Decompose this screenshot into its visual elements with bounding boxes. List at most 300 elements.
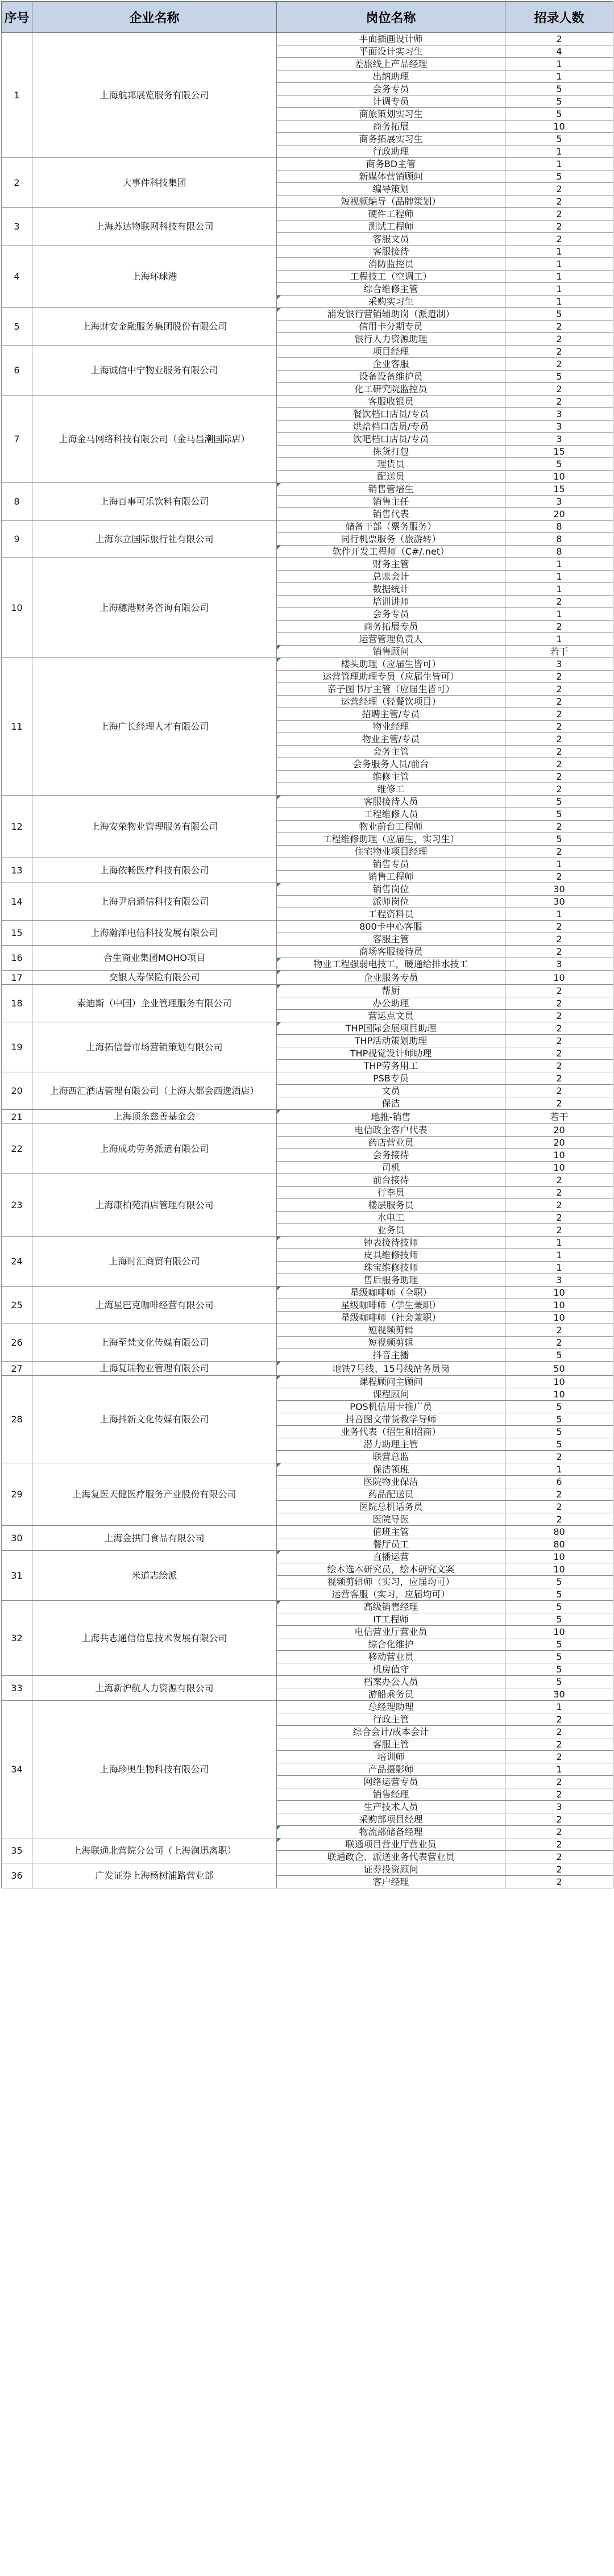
- position-count: 2: [505, 746, 613, 758]
- position-name: 商务BD主管: [277, 158, 505, 170]
- position-name: 前台接待: [277, 1174, 505, 1187]
- position-name: 企业客服: [277, 358, 505, 371]
- position-name: 项目经理: [277, 346, 505, 358]
- position-name: 综合会计/成本会计: [277, 1726, 505, 1738]
- company-name: 上海苏达物联网科技有限公司: [32, 208, 277, 245]
- position-count: 2: [505, 1224, 613, 1237]
- position-count: 若干: [505, 646, 613, 658]
- position-name: 行李员: [277, 1187, 505, 1199]
- position-name: 联通政企、派送业务代表营业员: [277, 1851, 505, 1863]
- position-count: 3: [505, 658, 613, 671]
- table-row: [2, 1022, 613, 1035]
- table-row: [2, 796, 613, 808]
- position-count: 1: [505, 908, 613, 921]
- position-name: 行政主管: [277, 1713, 505, 1726]
- header-no: 序号: [2, 2, 32, 33]
- position-name: 行政助理: [277, 145, 505, 158]
- row-number: 8: [2, 483, 32, 521]
- position-count: 5: [505, 1613, 613, 1626]
- position-count: 1: [505, 1763, 613, 1776]
- position-count: 10: [505, 1626, 613, 1638]
- row-number: 22: [2, 1124, 32, 1174]
- company-name: 米道志绘派: [32, 1551, 277, 1601]
- position-count: 5: [505, 1663, 613, 1676]
- position-name: 商务拓展实习生: [277, 133, 505, 145]
- position-count: 5: [505, 1588, 613, 1601]
- position-name: IT工程师: [277, 1613, 505, 1626]
- position-count: 5: [505, 95, 613, 108]
- company-name: 上海依畅医疗科技有限公司: [32, 858, 277, 883]
- position-name: THP视觉设计师助理: [277, 1047, 505, 1060]
- position-count: 5: [505, 308, 613, 321]
- position-count: 10: [505, 471, 613, 483]
- position-count: 2: [505, 233, 613, 245]
- position-name: 客服接待人员: [277, 796, 505, 808]
- position-name: 运营管理助理专员（应届生皆可）: [277, 671, 505, 683]
- position-name: 工程技工（空调工）: [277, 270, 505, 283]
- position-count: 1: [505, 858, 613, 871]
- position-name: POS机信用卡推广员: [277, 1401, 505, 1413]
- position-count: 2: [505, 1876, 613, 1888]
- company-name: 上海复瑞物业管理有限公司: [32, 1362, 277, 1376]
- position-count: 5: [505, 170, 613, 183]
- position-name: 物业前台工程师: [277, 821, 505, 833]
- position-count: 2: [505, 33, 613, 45]
- position-count: 2: [505, 671, 613, 683]
- position-count: 2: [505, 220, 613, 233]
- position-count: 2: [505, 1838, 613, 1851]
- row-number: 11: [2, 658, 32, 796]
- position-count: 5: [505, 1638, 613, 1651]
- position-count: 2: [505, 1788, 613, 1801]
- table-row: [2, 921, 613, 933]
- position-name: 联通项目营业厅营业员: [277, 1838, 505, 1851]
- position-count: 1: [505, 158, 613, 170]
- position-name: 游船乘务员: [277, 1688, 505, 1701]
- position-name: 业务代表（招生和招商）: [277, 1426, 505, 1438]
- row-number: 2: [2, 158, 32, 208]
- position-name: 客服接待: [277, 245, 505, 258]
- row-number: 19: [2, 1022, 32, 1072]
- position-count: 2: [505, 871, 613, 883]
- position-count: 6: [505, 1476, 613, 1488]
- company-name: 上海广长经理人才有限公司: [32, 658, 277, 796]
- position-name: 办公助理: [277, 997, 505, 1010]
- position-count: 5: [505, 1601, 613, 1613]
- position-count: 2: [505, 621, 613, 633]
- position-count: 1: [505, 558, 613, 571]
- position-count: 3: [505, 496, 613, 508]
- position-name: 商务拓展: [277, 120, 505, 133]
- position-name: 储备干部（票务服务）: [277, 521, 505, 533]
- position-name: 理货员: [277, 458, 505, 471]
- row-number: 21: [2, 1110, 32, 1124]
- position-count: 1: [505, 145, 613, 158]
- position-name: 电信营业厅营业员: [277, 1626, 505, 1638]
- position-name: 钟表接待技师: [277, 1237, 505, 1249]
- position-name: 视频剪辑师（实习，应届均可）: [277, 1576, 505, 1588]
- table-row: [2, 1838, 613, 1851]
- position-name: 星级咖啡师（社会兼职）: [277, 1312, 505, 1324]
- row-number: 28: [2, 1376, 32, 1463]
- table-row: [2, 1072, 613, 1085]
- table-row: [2, 483, 613, 496]
- position-count: 2: [505, 708, 613, 721]
- position-count: 2: [505, 1035, 613, 1047]
- position-count: 2: [505, 596, 613, 608]
- position-name: 销售专员: [277, 858, 505, 871]
- position-name: 会务服务人员/前台: [277, 758, 505, 771]
- position-count: 5: [505, 1349, 613, 1362]
- table-row: [2, 971, 613, 985]
- position-count: 8: [505, 521, 613, 533]
- position-name: 运营经理（轻餐饮项目）: [277, 696, 505, 708]
- position-name: 企业服务专员: [277, 971, 505, 985]
- position-name: 拣货打包: [277, 446, 505, 458]
- position-count: 10: [505, 1287, 613, 1299]
- row-number: 24: [2, 1237, 32, 1287]
- company-name: 上海抖新文化传媒有限公司: [32, 1376, 277, 1463]
- position-name: 短视频剪辑: [277, 1324, 505, 1337]
- position-name: 星级咖啡师（学生兼职）: [277, 1299, 505, 1312]
- row-number: 3: [2, 208, 32, 245]
- position-name: 饮吧档口店员/专员: [277, 433, 505, 446]
- position-name: 课程顾问: [277, 1388, 505, 1401]
- table-row: [2, 1124, 613, 1137]
- position-name: 抖音图文带货教学导师: [277, 1413, 505, 1426]
- header-position: 岗位名称: [277, 2, 505, 33]
- position-count: 5: [505, 1401, 613, 1413]
- position-name: 文员: [277, 1085, 505, 1097]
- position-name: 销售代表: [277, 508, 505, 521]
- position-name: 工程维修助理（应届生，实习生）: [277, 833, 505, 846]
- company-name: 上海顶条慈善基金会: [32, 1110, 277, 1124]
- position-count: 2: [505, 1776, 613, 1788]
- position-count: 2: [505, 383, 613, 396]
- row-number: 27: [2, 1362, 32, 1376]
- position-name: 消防监控员: [277, 258, 505, 270]
- position-name: 客服主管: [277, 1738, 505, 1751]
- position-count: 3: [505, 433, 613, 446]
- position-count: 8: [505, 533, 613, 546]
- position-name: 业务员: [277, 1224, 505, 1237]
- table-row: [2, 208, 613, 220]
- position-count: 80: [505, 1538, 613, 1551]
- table-row: [2, 346, 613, 358]
- table-row: [2, 33, 613, 45]
- row-number: 16: [2, 946, 32, 971]
- position-name: 派师岗位: [277, 896, 505, 908]
- company-name: 上海西汇酒店管理有限公司（上海大都会西逸酒店）: [32, 1072, 277, 1110]
- position-count: 1: [505, 70, 613, 83]
- position-name: 短视频编导（品牌策划）: [277, 195, 505, 208]
- position-count: 1: [505, 1237, 613, 1249]
- position-name: 销售经理: [277, 1788, 505, 1801]
- table-row: [2, 985, 613, 997]
- position-count: 2: [505, 683, 613, 696]
- position-name: 水电工: [277, 1212, 505, 1224]
- row-number: 12: [2, 796, 32, 858]
- position-name: 地铁7号线、15号线站务员岗: [277, 1362, 505, 1376]
- position-count: 2: [505, 396, 613, 408]
- position-count: 10: [505, 1563, 613, 1576]
- row-number: 26: [2, 1324, 32, 1362]
- position-name: 物流部储备经理: [277, 1826, 505, 1838]
- position-count: 2: [505, 321, 613, 333]
- position-count: 1: [505, 1701, 613, 1713]
- position-name: 客服收银员: [277, 396, 505, 408]
- position-name: 工程维修人员: [277, 808, 505, 821]
- position-count: 50: [505, 1362, 613, 1376]
- recruitment-table: [1, 1, 613, 1888]
- company-name: 上海成功劳务派遣有限公司: [32, 1124, 277, 1174]
- position-name: 培训讲师: [277, 596, 505, 608]
- position-count: 1: [505, 1262, 613, 1274]
- position-count: 1: [505, 608, 613, 621]
- table-row: [2, 1463, 613, 1476]
- position-count: 5: [505, 1426, 613, 1438]
- position-count: 1: [505, 633, 613, 646]
- row-number: 14: [2, 883, 32, 921]
- position-count: 5: [505, 1438, 613, 1451]
- position-name: 网络运营专员: [277, 1776, 505, 1788]
- position-name: 皮具维修技师: [277, 1249, 505, 1262]
- table-row: [2, 1601, 613, 1613]
- position-count: 2: [505, 921, 613, 933]
- position-count: 2: [505, 1010, 613, 1022]
- company-name: 上海星巴克咖啡经营有限公司: [32, 1287, 277, 1324]
- position-count: 20: [505, 1137, 613, 1149]
- row-number: 4: [2, 245, 32, 308]
- table-row: [2, 396, 613, 408]
- company-name: 上海康柏苑酒店管理有限公司: [32, 1174, 277, 1237]
- position-count: 2: [505, 346, 613, 358]
- position-name: 化工研究院监控员: [277, 383, 505, 396]
- position-name: 产品摄影师: [277, 1763, 505, 1776]
- position-count: 2: [505, 1212, 613, 1224]
- position-count: 2: [505, 1187, 613, 1199]
- position-name: 烘焙档口店员/专员: [277, 421, 505, 433]
- position-name: 软件开发工程师（C#/.net）: [277, 546, 505, 558]
- position-name: 客服主管: [277, 933, 505, 946]
- position-count: 10: [505, 971, 613, 985]
- table-row: [2, 245, 613, 258]
- position-name: 数据统计: [277, 583, 505, 596]
- position-name: 会务接待: [277, 1149, 505, 1162]
- position-count: 2: [505, 946, 613, 958]
- position-name: 编导策划: [277, 183, 505, 195]
- position-count: 2: [505, 208, 613, 220]
- company-name: 索迪斯（中国）企业管理服务有限公司: [32, 985, 277, 1022]
- company-name: 上海金拱门食品有限公司: [32, 1526, 277, 1551]
- position-count: 8: [505, 546, 613, 558]
- position-count: 5: [505, 796, 613, 808]
- position-count: 5: [505, 1576, 613, 1588]
- position-name: 差旅线上产品经理: [277, 58, 505, 70]
- position-count: 2: [505, 771, 613, 783]
- position-count: 2: [505, 997, 613, 1010]
- position-name: 珠宝维修技师: [277, 1262, 505, 1274]
- position-name: 平面设计实习生: [277, 45, 505, 58]
- position-name: 测试工程师: [277, 220, 505, 233]
- position-count: 10: [505, 1162, 613, 1174]
- position-name: 商务拓展专员: [277, 621, 505, 633]
- company-name: 上海金马网络科技有限公司（金马昌潮国际店）: [32, 396, 277, 483]
- position-count: 2: [505, 1501, 613, 1513]
- row-number: 25: [2, 1287, 32, 1324]
- position-name: 亲子图书厅主管（应届生皆可）: [277, 683, 505, 696]
- position-name: 抖音主播: [277, 1349, 505, 1362]
- company-name: 大事件科技集团: [32, 158, 277, 208]
- position-count: 2: [505, 1813, 613, 1826]
- position-count: 5: [505, 1676, 613, 1688]
- header-company: 企业名称: [32, 2, 277, 33]
- position-count: 80: [505, 1526, 613, 1538]
- position-count: 2: [505, 1324, 613, 1337]
- row-number: 9: [2, 521, 32, 558]
- position-count: 15: [505, 446, 613, 458]
- position-name: 生产技术人员: [277, 1801, 505, 1813]
- position-name: 医院导医: [277, 1513, 505, 1526]
- position-name: 综合化维护: [277, 1638, 505, 1651]
- position-name: 物业工程强弱电技工，暖通给排水技工: [277, 958, 505, 971]
- position-count: 30: [505, 896, 613, 908]
- row-number: 18: [2, 985, 32, 1022]
- position-count: 1: [505, 296, 613, 308]
- table-row: [2, 1863, 613, 1876]
- position-name: 800卡中心客服: [277, 921, 505, 933]
- company-name: 上海珍奥生物科技有限公司: [32, 1701, 277, 1838]
- row-number: 33: [2, 1676, 32, 1701]
- position-count: 3: [505, 958, 613, 971]
- table-row: [2, 1701, 613, 1713]
- row-number: 30: [2, 1526, 32, 1551]
- company-name: 交银人寿保险有限公司: [32, 971, 277, 985]
- table-row: [2, 1174, 613, 1187]
- row-number: 10: [2, 558, 32, 658]
- row-number: 7: [2, 396, 32, 483]
- position-count: 2: [505, 1513, 613, 1526]
- position-name: 客服文员: [277, 233, 505, 245]
- position-count: 2: [505, 1022, 613, 1035]
- position-name: 医院物业保洁: [277, 1476, 505, 1488]
- row-number: 35: [2, 1838, 32, 1863]
- position-name: 物业经理: [277, 721, 505, 733]
- table-row: [2, 1676, 613, 1688]
- position-name: 星级咖啡师（全职）: [277, 1287, 505, 1299]
- table-row: [2, 1237, 613, 1249]
- position-count: 1: [505, 583, 613, 596]
- position-name: 财务主管: [277, 558, 505, 571]
- position-name: 同行机票服务（旅游转）: [277, 533, 505, 546]
- position-name: 信用卡分期专员: [277, 321, 505, 333]
- position-name: 平面插画设计师: [277, 33, 505, 45]
- position-name: 短视频剪辑: [277, 1337, 505, 1349]
- position-name: 营运点文员: [277, 1010, 505, 1022]
- position-count: 2: [505, 358, 613, 371]
- table-row: [2, 1526, 613, 1538]
- table-row: [2, 1324, 613, 1337]
- position-name: 课程顾问主顾问: [277, 1376, 505, 1388]
- position-name: 会务主管: [277, 746, 505, 758]
- position-name: 采购实习生: [277, 296, 505, 308]
- position-count: 2: [505, 195, 613, 208]
- position-count: 若干: [505, 1110, 613, 1124]
- position-name: 销售管培生: [277, 483, 505, 496]
- position-count: 20: [505, 1124, 613, 1137]
- position-name: 楼头助理（应届生皆可）: [277, 658, 505, 671]
- position-name: 电信政企客户代表: [277, 1124, 505, 1137]
- row-number: 20: [2, 1072, 32, 1110]
- position-count: 3: [505, 421, 613, 433]
- position-name: 会务专员: [277, 83, 505, 95]
- position-count: 5: [505, 833, 613, 846]
- position-count: 10: [505, 1376, 613, 1388]
- position-count: 5: [505, 133, 613, 145]
- table-row: [2, 946, 613, 958]
- position-name: 浦发银行营销辅助岗（派遣制）: [277, 308, 505, 321]
- position-name: THP劳务用工: [277, 1060, 505, 1072]
- row-number: 32: [2, 1601, 32, 1676]
- position-count: 2: [505, 1097, 613, 1110]
- company-name: 上海环球港: [32, 245, 277, 308]
- position-count: 5: [505, 371, 613, 383]
- position-name: 采购部项目经理: [277, 1813, 505, 1826]
- table-row: [2, 883, 613, 896]
- company-name: 上海百事可乐饮料有限公司: [32, 483, 277, 521]
- position-name: 销售主任: [277, 496, 505, 508]
- position-name: 招聘主管/专员: [277, 708, 505, 721]
- position-count: 5: [505, 1413, 613, 1426]
- position-name: 移动营业员: [277, 1651, 505, 1663]
- position-count: 2: [505, 821, 613, 833]
- position-count: 10: [505, 1149, 613, 1162]
- position-name: 运营客服（实习，应届均可）: [277, 1588, 505, 1601]
- position-count: 2: [505, 1072, 613, 1085]
- table-body: [2, 33, 613, 1888]
- position-name: 商场客服接待员: [277, 946, 505, 958]
- position-count: 4: [505, 45, 613, 58]
- position-name: 客户经理: [277, 1876, 505, 1888]
- position-count: 20: [505, 508, 613, 521]
- position-count: 2: [505, 1174, 613, 1187]
- position-count: 15: [505, 483, 613, 496]
- company-name: 上海共志通信信息技术发展有限公司: [32, 1601, 277, 1676]
- position-name: 培训师: [277, 1751, 505, 1763]
- position-count: 2: [505, 985, 613, 997]
- position-count: 1: [505, 1463, 613, 1476]
- header-count: 招录人数: [505, 2, 613, 33]
- table-row: [2, 521, 613, 533]
- position-name: 帮厨: [277, 985, 505, 997]
- position-name: 商旅策划实习生: [277, 108, 505, 120]
- position-count: 30: [505, 1688, 613, 1701]
- position-name: 工程资料员: [277, 908, 505, 921]
- position-count: 2: [505, 1738, 613, 1751]
- position-count: 10: [505, 1299, 613, 1312]
- position-name: 住宅物业项目经理: [277, 846, 505, 858]
- position-count: 2: [505, 846, 613, 858]
- company-name: 上海穗港财务咨询有限公司: [32, 558, 277, 658]
- position-count: 1: [505, 571, 613, 583]
- position-name: THP活动策划助理: [277, 1035, 505, 1047]
- position-name: 地推-销售: [277, 1110, 505, 1124]
- position-name: 运营管理负责人: [277, 633, 505, 646]
- position-count: 1: [505, 258, 613, 270]
- position-name: 银行人力资源助理: [277, 333, 505, 346]
- position-name: 总账会计: [277, 571, 505, 583]
- table-row: [2, 1287, 613, 1299]
